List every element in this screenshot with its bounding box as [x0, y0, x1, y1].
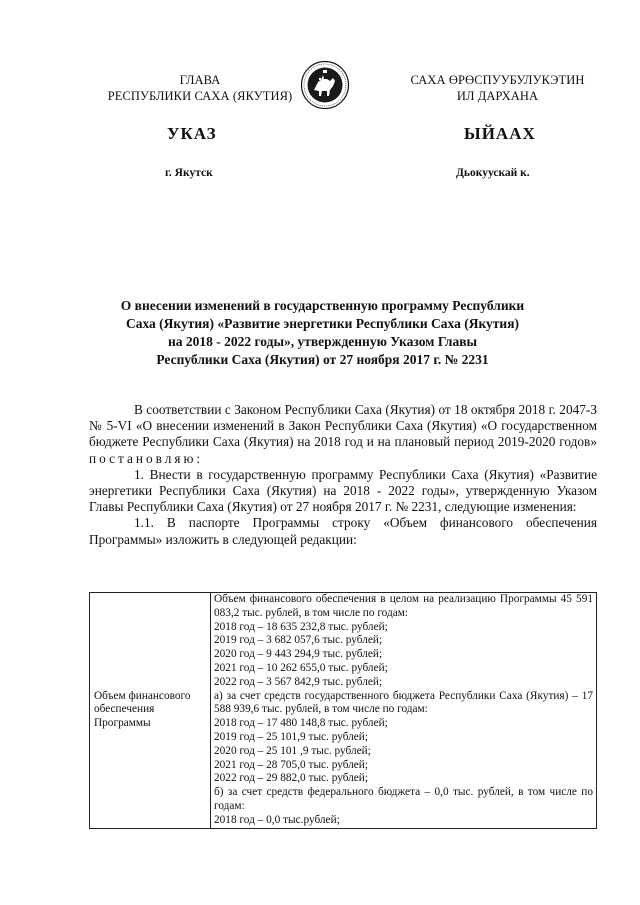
table-line: Объем финансового обеспечения в целом на реализацию Программы 45 591 083,2 тыс. рублей, в том числе по годам:: [214, 593, 593, 619]
table-row: [90, 593, 597, 829]
table-line: 2018 год – 0,0 тыс.рублей;: [214, 813, 340, 826]
financing-table: [89, 592, 597, 829]
paragraph-item-1: 1. Внести в государственную программу Республики Саха (Якутия) «Развитие энергетики Республики Саха (Якутия) на 2018 - 2022 годы», утвержденную Указом Главы Республики Саха (Якутия) от 27 ноября 2017 г. № 2231, следующие изменения:: [89, 466, 597, 515]
title-line: на 2018 - 2022 годы», утвержденную Указом Главы: [167, 334, 478, 349]
issuer-right-line2: ИЛ ДАРХАНА: [456, 89, 539, 103]
issuer-left: [70, 72, 330, 104]
city-left: г. Якутск: [165, 167, 213, 179]
issuer-right-line1: САХА ӨРӨСПУУБУЛУКЭТИН: [410, 73, 585, 87]
table-line: 2019 год – 3 682 057,6 тыс. рублей;: [214, 634, 383, 647]
table-line: 2018 год – 18 635 232,8 тыс. рублей;: [214, 620, 388, 633]
table-line: 2021 год – 10 262 655,0 тыс. рублей;: [214, 661, 388, 674]
table-line: 2022 год – 3 567 842,9 тыс. рублей;: [214, 675, 383, 688]
preamble-text: В соответствии с Законом Республики Саха (Якутия) от 18 октября 2018 г. 2047-З № 5-VI «О внесении изменений в Закон Республики Саха (Якутия) «О государственном бюджете Республики Саха (Якутия) на 2018 год и на плановый период 2019-2020 годов»: [89, 402, 597, 450]
table-line: 2022 год – 29 882,0 тыс. рублей;: [214, 772, 368, 785]
doc-type-right: ЫЙААХ: [464, 124, 536, 143]
table-row-content: [211, 593, 597, 829]
document-title: [80, 297, 565, 369]
title-line: Саха (Якутия) «Развитие энергетики Республики Саха (Якутия): [125, 316, 520, 331]
table-line: б) за счет средств федерального бюджета – 0,0 тыс. рублей, в том числе по годам:: [214, 786, 593, 812]
title-line: Республики Саха (Якутия) от 27 ноября 2017 г. № 2231: [156, 352, 489, 367]
table-row-label: Объем финансового обеспечения Программы: [90, 593, 211, 829]
city-right: Дьокуускай к.: [456, 167, 530, 179]
coat-of-arms-icon: [300, 60, 350, 110]
table-line: 2021 год – 28 705,0 тыс. рублей;: [214, 758, 368, 771]
paragraph-preamble: [89, 402, 597, 467]
issuer-left-line2: РЕСПУБЛИКИ САХА (ЯКУТИЯ): [107, 89, 293, 103]
title-line: О внесении изменений в государственную программу Республики: [120, 298, 525, 313]
issuer-right: [375, 72, 620, 104]
decree-verb: постановляю:: [89, 450, 204, 466]
table-line: а) за счет средств государственного бюджета Республики Саха (Якутия) – 17 588 939,6 тыс. рублей, в том числе по годам:: [214, 689, 593, 716]
table-line: 2019 год – 25 101,9 тыс. рублей;: [214, 730, 368, 743]
decree-body: [89, 402, 597, 548]
paragraph-item-1-1: 1.1. В паспорте Программы строку «Объем финансового обеспечения Программы» изложить в следующей редакции:: [89, 515, 597, 547]
issuer-left-line1: ГЛАВА: [179, 73, 221, 87]
table-line: 2020 год – 25 101 ,9 тыс. рублей;: [214, 744, 371, 757]
table-line: 2018 год – 17 480 148,8 тыс. рублей;: [214, 717, 388, 730]
doc-type-left: УКАЗ: [167, 124, 217, 143]
table-line: 2020 год – 9 443 294,9 тыс. рублей;: [214, 648, 383, 661]
